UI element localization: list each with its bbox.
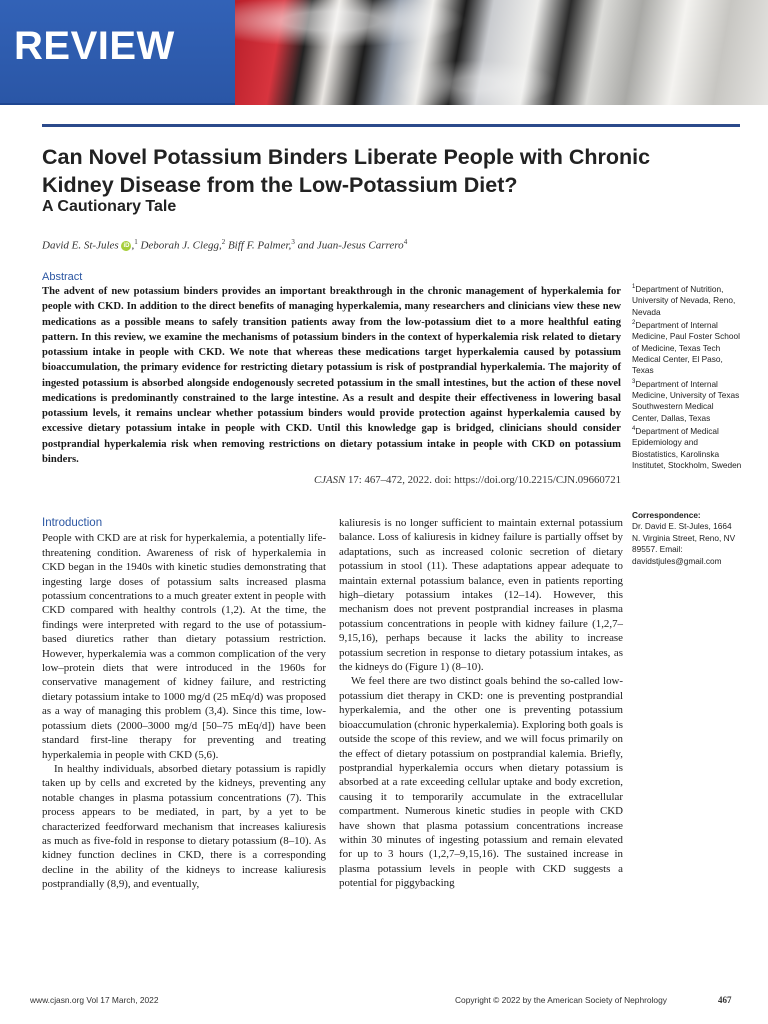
article-title: Can Novel Potassium Binders Liberate People with Chronic Kidney Disease from the Low-Potassium Diet? (42, 145, 651, 197)
affiliations (632, 282, 742, 472)
author-name: David E. St-Jules (42, 239, 119, 252)
header-rule (42, 124, 740, 127)
page-number: 467 (718, 995, 732, 1005)
journal-name: CJASN (314, 474, 346, 486)
abstract-heading: Abstract (42, 271, 83, 283)
footer-journal-url[interactable]: www.cjasn.org Vol 17 March, 2022 (30, 995, 159, 1005)
abstract-body: The advent of new potassium binders provides an important breakthrough in the chronic management of hyperkalemia for people with CKD. In addition to the direct benefits of managing hyperkalemia, many researchers and clinicians view these new medications as a possible means to safely transition patients away from the low-potassium diet to a more healthful eating pattern. In this review, we examine the mechanisms of potassium binders in the context of hyperkalemia risk related to dietary potassium intake in people with CKD. We note that whereas these medications target hyperkalemia caused by potassium bioaccumulation, the primary evidence for restricting dietary potassium is risk of postprandial hyperkalemia. The majority of ingested potassium is absorbed alongside endogenously secreted potassium in the small intestines, but the action of these novel medications is predominantly constrained to the large intestine. As a result and despite their effectiveness in lowering basal potassium levels, it remains unclear whether potassium binders would provide protection against hyperkalemia caused by excessive dietary potassium intake in people with CKD. Until this knowledge gap is bridged, clinicians should consider postprandial hyperkalemia risk when removing restrictions on dietary potassium intake in people with CKD on potassium binders. (42, 286, 621, 465)
affiliation-item: $^1$Department of Nutrition, University of Nevada, Reno, Nevada (632, 283, 736, 317)
review-banner (0, 0, 768, 105)
orcid-icon[interactable]: iD (123, 243, 130, 250)
author-name: Biff F. Palmer, (227, 239, 292, 252)
author-affiliation-marker: 1 (134, 238, 138, 246)
author-list: David E. St-Jules iD ,$^1$ Deborah J. Clegg,$^2$ Biff F. Palmer,$^3$ and Juan-Jesus Carrero$^4$ (42, 238, 408, 252)
body-column-right (339, 516, 623, 891)
author-affiliation-marker: 3 (291, 238, 295, 246)
footer-copyright: Copyright © 2022 by the American Society of Nephrology (455, 995, 667, 1005)
body-paragraph: kaliuresis is no longer sufficient to maintain external potassium balance. Loss of kaliuresis in kidney failure is partially offset by adaptations, such as increased colonic secretion of dietary potassium in stool (11). These adaptations appear adequate to maintain external potassium balance, even in patients reporting high–dietary potassium intakes (12–14). However, this mechanism does not prevent postprandial increases in plasma potassium concentrations in people with kidney failure (1,2,7–9,15,16), perhaps because it lacks the ability to increase potassium secretion in response to dietary potassium intakes, as the kidneys do (Figure 1) (8–10). (339, 517, 623, 674)
body-paragraph: In healthy individuals, absorbed dietary potassium is rapidly taken up by cells and excreted by the kidneys, preventing any notable changes in plasma potassium concentrations (7). This process appears to be mediated, in part, by a yet to be characterized feedforward mechanism that increases kaliuresis as much as five-fold in response to dietary potassium (8–10). As kidney function declines in CKD, there is a corresponding decline in the ability of the kidneys to increase kaliuresis postprandially (8,9), and eventually, (42, 762, 326, 891)
correspondence-text: Dr. David E. St-Jules, 1664 N. Virginia Street, Reno, NV 89557. Email: davidstjules@gmail.com (632, 521, 736, 566)
affiliation-item: $^3$Department of Internal Medicine, University of Texas Southwestern Medical Center, Dallas, Texas (632, 378, 740, 423)
author-name: Deborah J. Clegg, (140, 239, 222, 252)
correspondence-heading: Correspondence: (632, 510, 701, 520)
review-label: REVIEW (14, 24, 175, 68)
affiliation-item: $^4$Department of Medical Epidemiology and Biostatistics, Karolinska Institutet, Stockholm, Sweden (632, 425, 742, 471)
body-paragraph: People with CKD are at risk for hyperkalemia, a potentially life-threatening condition. Awareness of risk of hyperkalemia in CKD began in the 1940s with kinetic studies demonstrating that ingesting large doses of potassium salts increased plasma potassium concentrations to a much greater extent in people with CKD compared with healthy controls (1,2). At the time, the findings were interpreted with regard to the use of potassium-based diuretics rather than dietary potassium restriction. However, hyperkalemia was a common complication of the very low–protein diets that were introduced in the 1960s for conservative management of kidney failure, and restricting dietary potassium intake to 1000 mg/d (25 mEq/d) was proposed as a way of managing this problem (3,4). Since this time, low-potassium diets (2000–3000 mg/d [50–75 mEq/d]) have been standard first-line therapy for preventing and treating hyperkalemia in people with CKD (5,6). (42, 532, 326, 761)
banner-book-pages-image (235, 0, 768, 105)
affiliation-item: $^2$Department of Internal Medicine, Paul Foster School of Medicine, Texas Tech Medical Center, El Paso, Texas (632, 319, 740, 376)
citation-details[interactable]: 17: 467–472, 2022. doi: https://doi.org/10.2215/CJN.09660721 (345, 474, 621, 486)
introduction-heading: Introduction (42, 517, 103, 529)
author-name: and Juan-Jesus Carrero (297, 239, 404, 252)
author-affiliation-marker: 2 (221, 238, 226, 246)
body-paragraph: We feel there are two distinct goals behind the so-called low-potassium diet therapy in CKD: one is preventing postprandial hyperkalemia, and the other one is preventing potassium bioaccumulation (chronic hyperkalemia). Exploring both goals is outside the scope of this review, and we will focus primarily on the effect of dietary potassium on postprandial kalemia. Briefly, postprandial hyperkalemia occurs when dietary potassium is absorbed at a rate exceeding cellular uptake and body excretion, causing it to temporarily accumulate in the extracellular compartment. Numerous kinetic studies in people with CKD have shown that plasma potassium concentrations increase within 30 minutes of ingesting potassium and remain elevated for up to 3 hours (1,2,7–9,15,16). The sustained increase in plasma potassium levels in people with CKD suggests a potential for piggybacking (339, 675, 623, 890)
body-column-left (42, 516, 326, 892)
article-subtitle: A Cautionary Tale (42, 198, 177, 215)
author-affiliation-marker: 4 (403, 238, 408, 246)
citation-line (42, 474, 621, 486)
correspondence (632, 510, 742, 567)
